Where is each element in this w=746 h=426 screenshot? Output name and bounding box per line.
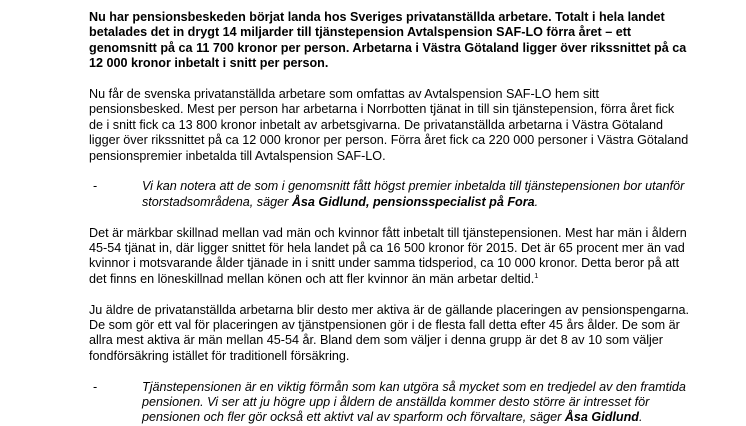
quote-1-text: Vi kan notera att de som i genomsnitt fått högst premier inbetalda till tjänstepensionen bor utanför storstadsområdena, säger xyxy=(142,179,685,209)
quote-2-dash: - xyxy=(93,379,98,394)
quote-2-text: Tjänstepensionen är en viktig förmån som kan utgöra så mycket som en tredjedel av den framtida pensionen. Vi ser att ju högre upp i åldern de anställda kommer desto större är intresset för pensionen och fler gör också ett aktivt val av sparform och förvaltare, säger xyxy=(142,379,686,425)
quote-1 xyxy=(89,179,689,210)
quote-1-attribution: Åsa Gidlund, pensionsspecialist på Fora xyxy=(291,194,535,209)
body-paragraph-3: Ju äldre de privatanställda arbetarna blir desto mer aktiva är de gällande placeringen av pensionspengarna. De som gör ett val för placeringen av tjänstpensionen gör i de flesta fall detta efter 45 års ålder. De som är allra mest aktiva är män mellan 45-54 år. Bland dem som väljer i denna grupp är det 8 av 10 som väljer fondförsäkring istället för traditionell försäkring. xyxy=(89,302,689,363)
document-page xyxy=(89,10,689,426)
quote-1-end: . xyxy=(534,194,539,209)
footnote-marker: 1 xyxy=(534,270,539,280)
lead-paragraph: Nu har pensionsbeskeden börjat landa hos Sveriges privatanställda arbetare. Totalt i hela landet betalades det in drygt 14 miljarder till tjänstepension Avtalspension SAF-LO förra året – ett genomsnitt på ca 11 700 kronor per person. Arbetarna i Västra Götaland ligger över rikssnittet på ca 12 000 kronor inbetalt i snitt per person. xyxy=(89,10,687,71)
quote-1-dash: - xyxy=(93,179,98,194)
body-paragraph-1: Nu får de svenska privatanställda arbetare som omfattas av Avtalspension SAF-LO hem sitt pensionsbesked. Mest per person har arbetarna i Norrbotten tjänat in till sin tjänstepension, förra året fick de i snitt fick ca 13 800 kronor inbetalt av arbetsgivarna. De privatanställda arbetarna i Västra Götaland ligger över rikssnittet på ca 12 000 kronor per person. Förra året fick ca 220 000 personer i Västra Götaland pensionspremier inbetalda till Avtalspension SAF-LO. xyxy=(89,87,689,163)
quote-2-attribution: Åsa Gidlund xyxy=(564,410,639,425)
body-paragraph-2-text: Det är märkbar skillnad mellan vad män och kvinnor fått inbetalt till tjänstepensionen. Mest har män i åldern 45-54 tjänat in, där ligger snittet för hela landet på ca 16 500 kronor för 2015. Det är 65 procent mer än vad kvinnor i motsvarande ålder tjänade in i snitt under samma tidsperiod, ca 10 000 kronor. Detta beror på att det finns en löneskillnad mellan könen och att fler kvinnor än män arbetar deltid. xyxy=(89,225,687,286)
body-paragraph-2 xyxy=(89,226,689,288)
quote-2-end: . xyxy=(638,410,643,425)
